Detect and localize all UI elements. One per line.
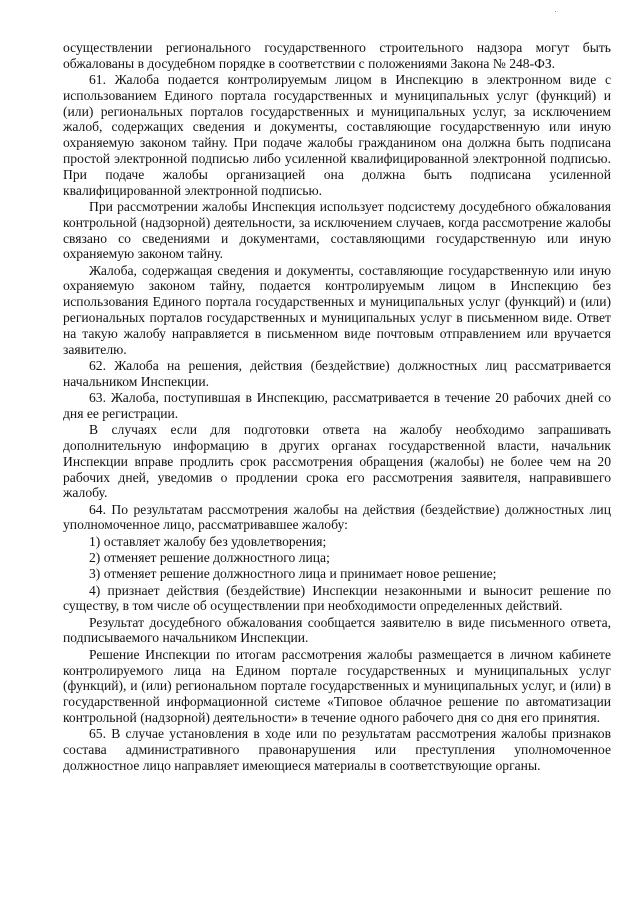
paragraph-64-publication: Решение Инспекции по итогам рассмотрения жалобы размещается в личном кабинете контролируемого лица на Едином портале государственных и муниципальных услуг (функций), и (или) региональном портале государственных и муниципальных услуг, и (или) в государственной информационной системе «Типовое облачное решение по автоматизации контрольной (надзорной) деятельности» в течение одного рабочего дня со дня его принятия. xyxy=(63,646,611,725)
paragraph-61-secret: Жалоба, содержащая сведения и документы, составляющие государственную или иную охраняемую законом тайну, подается контролируемым лицом в Инспекцию без использования Единого портала государственных и муниципальных услуг (функций) и (или) региональных порталов государственных и муниципальных услуг в письменном виде. Ответ на такую жалобу направляется в письменном виде почтовым отправлением или вручается заявителю. xyxy=(63,262,611,357)
paragraph-62: 62. Жалоба на решения, действия (бездействие) должностных лиц рассматривается начальником Инспекции. xyxy=(63,357,611,389)
list-item-64-1: 1) оставляет жалобу без удовлетворения; xyxy=(89,533,327,549)
paragraph-continuation: осуществлении регионального государственного строительного надзора могут быть обжалованы в досудебном порядке в соответствии с положениями Закона № 248-ФЗ. xyxy=(63,40,611,71)
paragraph-63-extension: В случаях если для подготовки ответа на жалобу необходимо запрашивать дополнительную информацию в других органах государственной власти, начальник Инспекции вправе продлить срок рассмотрения обращения (жалобы) не более чем на 20 рабочих дней, уведомив о продлении срока его рассмотрения заявителя, направившего жалобу. xyxy=(63,422,611,501)
list-item-64-2: 2) отменяет решение должностного лица; xyxy=(89,550,330,565)
paragraph-65: 65. В случае установления в ходе или по результатам рассмотрения жалобы признаков состава административного правонарушения или преступления уполномоченное должностное лицо направляет имеющиеся материалы в соответствующие органы. xyxy=(63,726,611,773)
document-body xyxy=(63,40,611,774)
paragraph-64: 64. По результатам рассмотрения жалобы на действия (бездействие) должностных лиц уполномоченное лицо, рассматривавшее жалобу: xyxy=(63,501,611,533)
list-item-64-3: 3) отменяет решение должностного лица и принимает новое решение; xyxy=(89,566,497,582)
paragraph-61-review: При рассмотрении жалобы Инспекция использует подсистему досудебного обжалования контрольной (надзорной) деятельности, за исключением случаев, когда рассмотрение жалобы связано со сведениями и документами, составляющими государственную или иную охраняемую законом тайну. xyxy=(63,198,611,262)
list-item-64-4: 4) признает действия (бездействие) Инспекции незаконными и выносит решение по существу, в том числе об осуществлении при необходимости определенных действий. xyxy=(63,582,611,614)
paragraph-64-result: Результат досудебного обжалования сообщается заявителю в виде письменного ответа, подписываемого начальником Инспекции. xyxy=(63,614,611,646)
paragraph-63: 63. Жалоба, поступившая в Инспекцию, рассматривается в течение 20 рабочих дней со дня ее регистрации. xyxy=(63,390,611,421)
scan-speck xyxy=(555,11,556,12)
paragraph-61: 61. Жалоба подается контролируемым лицом в Инспекцию в электронном виде с использованием Единого портала государственных и муниципальных услуг (функций) и (или) региональных порталов государственных и муниципальных услуг, за исключением жалоб, содержащих сведения и документы, составляющие государственную или иную охраняемую законом тайну. При подаче жалобы гражданином она должна быть подписана простой электронной подписью либо усиленной квалифицированной электронной подписью. При подаче жалобы организацией она должна быть подписана усиленной квалифицированной электронной подписью. xyxy=(63,72,611,198)
